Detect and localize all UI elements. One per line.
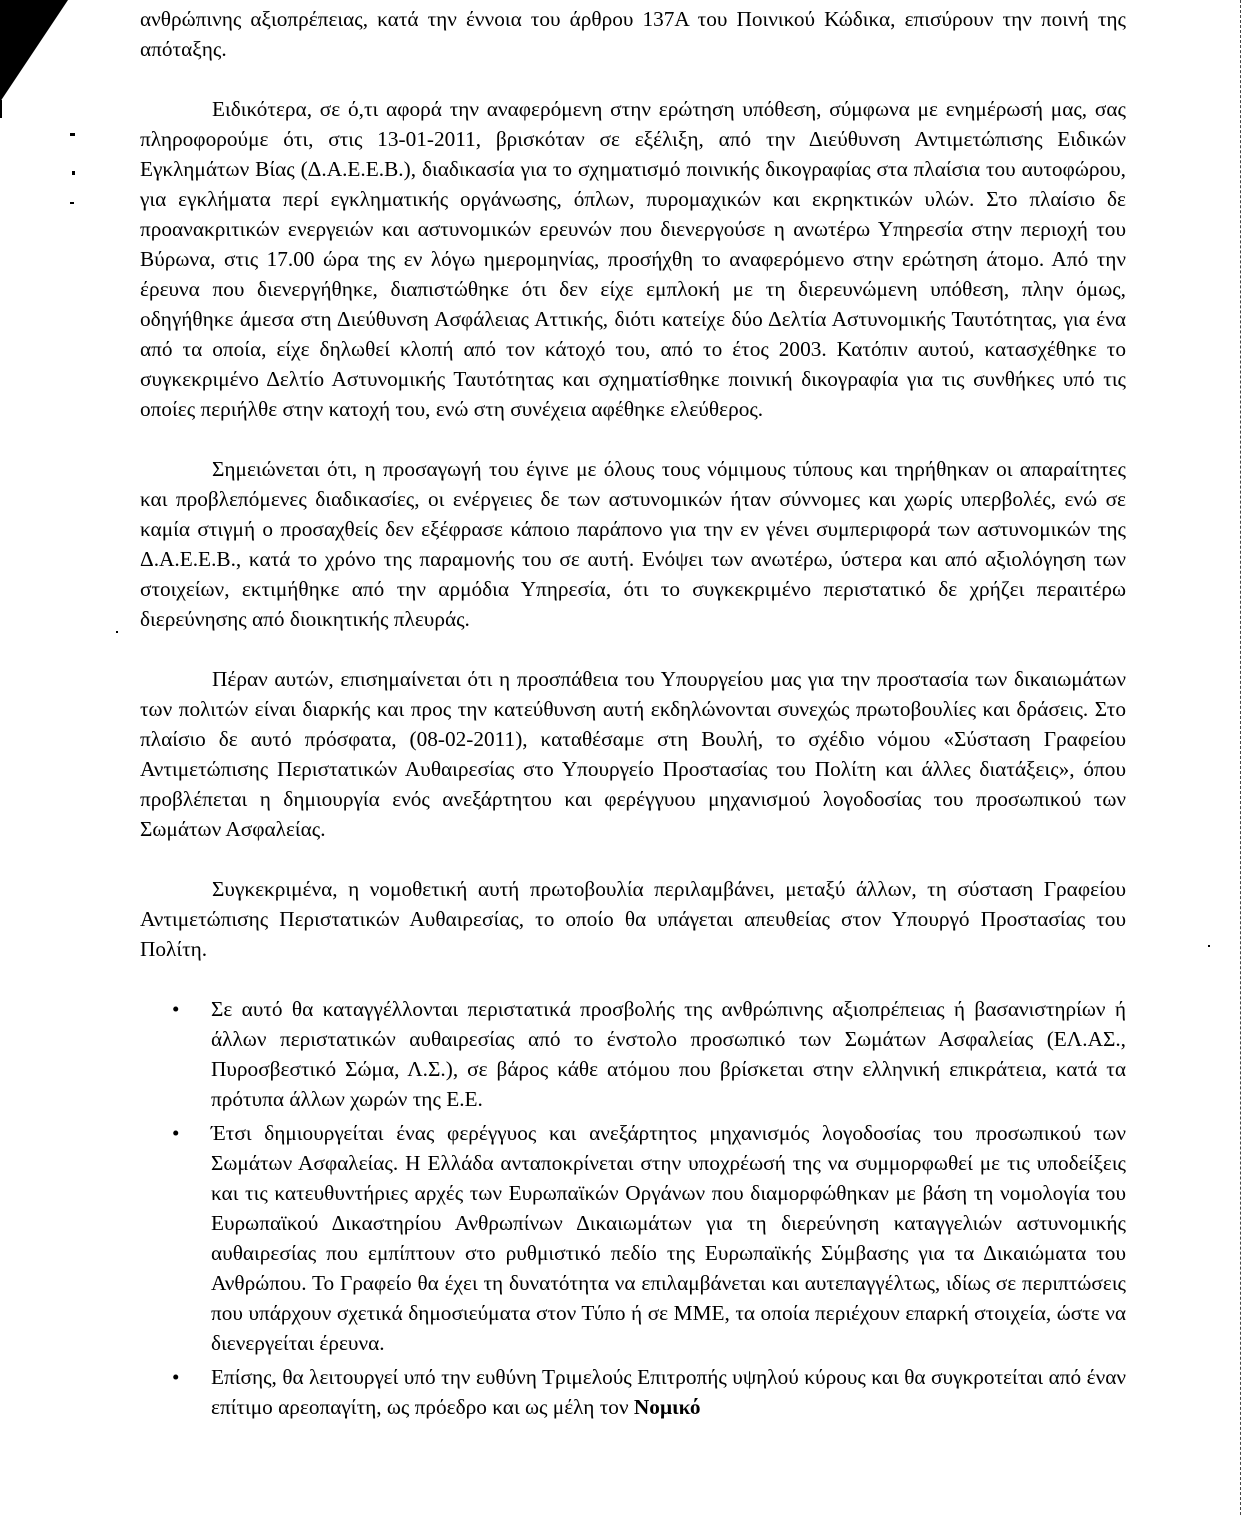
list-item-text: Έτσι δημιουργείται ένας φερέγγυος και ανεξάρτητος μηχανισμός λογοδοσίας του προσωπικού των Σωμάτων Ασφαλείας. Η Ελλάδα ανταποκρίνεται στην υποχρέωσή της να συμμορφωθεί με τις υποδείξεις και τις κατευθυντήριες αρχές των Ευρωπαϊκών Οργάνων που διαμορφώθηκαν με βάση τη νομολογία του Ευρωπαϊκού Δικαστηρίου Ανθρωπίνων Δικαιωμάτων για τη διερεύνηση καταγγελιών αστυνομικής αυθαιρεσίας που εμπίπτουν στο ρυθμιστικό πεδίο της Ευρωπαϊκής Σύμβασης για τα Δικαιώματα του Ανθρώπου. Το Γραφείο θα έχει τη δυνατότητα να επιλαμβάνεται και αυτεπαγγέλτως, ιδίως σε περιπτώσεις που υπάρχουν σχετικά δημοσιεύματα στον Τύπο ή σε ΜΜΕ, τα οποία περιέχουν επαρκή στοιχεία, ώστε να διενεργείται έρευνα. [211,1121,1126,1355]
scan-corner-shadow [0,0,68,102]
scan-edge-mark [0,100,2,118]
scan-right-edge [1240,0,1241,1515]
paragraph-ministry-efforts: Πέραν αυτών, επισημαίνεται ότι η προσπάθεια του Υπουργείου μας για την προστασία των δικαιωμάτων των πολιτών είναι διαρκής και προς την κατεύθυνση αυτή εκδηλώνονται συνεχώς πρωτοβουλίες και δράσεις. Στο πλαίσιο δε αυτό πρόσφατα, (08-02-2011), καταθέσαμε στη Βουλή, το σχέδιο νόμου «Σύσταση Γραφείου Αντιμετώπισης Περιστατικών Αυθαιρεσίας στο Υπουργείο Προστασίας του Πολίτη και άλλες διατάξεις», όπου προβλέπεται η δημιουργία ενός ανεξάρτητου και φερέγγυου μηχανισμού λογοδοσίας του προσωπικού των Σωμάτων Ασφαλείας. [140,667,1126,841]
list-item-bold-text: Νομικό [633,1395,701,1419]
list-item [140,994,1126,1114]
list-item-text: Σε αυτό θα καταγγέλλονται περιστατικά προσβολής της ανθρώπινης αξιοπρέπειας ή βασανιστηρίων ή άλλων περιστατικών αυθαιρεσίας από το ένστολο προσωπικό των Σωμάτων Ασφαλείας (ΕΛ.ΑΣ., Πυροσβεστικό Σώμα, Λ.Σ.), σε βάρος κάθε ατόμου που βρίσκεται στην ελληνική επικράτεια, κατά τα πρότυπα άλλων χωρών της Ε.Ε. [211,997,1126,1111]
scan-speck [1208,945,1210,947]
bullet-icon: • [172,1121,180,1145]
paragraph-continuation: ανθρώπινης αξιοπρέπειας, κατά την έννοια του άρθρου 137Α του Ποινικού Κώδικα, επισύρουν την ποινή της απόταξης. [140,7,1126,61]
paragraph-case-details: Ειδικότερα, σε ό,τι αφορά την αναφερόμενη στην ερώτηση υπόθεση, σύμφωνα με ενημέρωσή μας, σας πληροφορούμε ότι, στις 13-01-2011, βρισκόταν σε εξέλιξη, από την Διεύθυνση Αντιμετώπισης Ειδικών Εγκλημάτων Βίας (Δ.Α.Ε.Ε.Β.), διαδικασία για το σχηματισμό ποινικής δικογραφίας στα πλαίσια του αυτοφώρου, για εγκλήματα περί εγκληματικής οργάνωσης, όπλων, πυρομαχικών και εκρηκτικών υλών. Στο πλαίσιο δε προανακριτικών ενεργειών και αστυνομικών ερευνών που διενεργούσε η ανωτέρω Υπηρεσία στην περιοχή του Βύρωνα, στις 17.00 ώρα της εν λόγω ημερομηνίας, προσήχθη το αναφερόμενο στην ερώτηση άτομο. Από την έρευνα που διενεργήθηκε, διαπιστώθηκε ότι δεν είχε εμπλοκή με τη διερευνώμενη υπόθεση, πλην όμως, οδηγήθηκε άμεσα στη Διεύθυνση Ασφάλειας Αττικής, διότι κατείχε δύο Δελτία Αστυνομικής Ταυτότητας, για ένα από τα οποία, είχε δηλωθεί κλοπή από τον κάτοχό του, από το έτος 2003. Κατόπιν αυτού, κατασχέθηκε το συγκεκριμένο Δελτίο Αστυνομικής Ταυτότητας και σχηματίσθηκε ποινική δικογραφία για τις συνθήκες υπό τις οποίες περιήλθε στην κατοχή του, ενώ στη συνέχεια αφέθηκε ελεύθερος. [140,97,1126,421]
document-page [140,4,1126,1426]
bullet-icon: • [172,997,180,1021]
scan-speck [70,133,75,136]
bullet-icon: • [172,1365,180,1389]
list-item [140,1362,1126,1422]
scan-speck [72,171,75,175]
list-item [140,1118,1126,1358]
list-item-text: Επίσης, θα λειτουργεί υπό την ευθύνη Τριμελούς Επιτροπής υψηλού κύρους και θα συγκροτείται από έναν επίτιμο αρεοπαγίτη, ως πρόεδρο και ως μέλη τον [211,1365,1126,1419]
scan-speck [70,202,74,204]
scan-speck [116,631,118,633]
paragraph-legislative-initiative: Συγκεκριμένα, η νομοθετική αυτή πρωτοβουλία περιλαμβάνει, μεταξύ άλλων, τη σύσταση Γραφείου Αντιμετώπισης Περιστατικών Αυθαιρεσίας, το οποίο θα υπάγεται απευθείας στον Υπουργό Προστασίας του Πολίτη. [140,877,1126,961]
bullet-list [140,994,1126,1422]
paragraph-procedure-note: Σημειώνεται ότι, η προσαγωγή του έγινε με όλους τους νόμιμους τύπους και τηρήθηκαν οι απαραίτητες και προβλεπόμενες διαδικασίες, οι ενέργειες δε των αστυνομικών ήταν σύννομες και χωρίς υπερβολές, ενώ σε καμία στιγμή ο προσαχθείς δεν εξέφρασε κάποιο παράπονο για την εν γένει συμπεριφορά των αστυνομικών της Δ.Α.Ε.Ε.Β., κατά το χρόνο της παραμονής του σε αυτή. Ενόψει των ανωτέρω, ύστερα και από αξιολόγηση των στοιχείων, εκτιμήθηκε από την αρμόδια Υπηρεσία, ότι το συγκεκριμένο περιστατικό δε χρήζει περαιτέρω διερεύνησης από διοικητικής πλευράς. [140,457,1126,631]
